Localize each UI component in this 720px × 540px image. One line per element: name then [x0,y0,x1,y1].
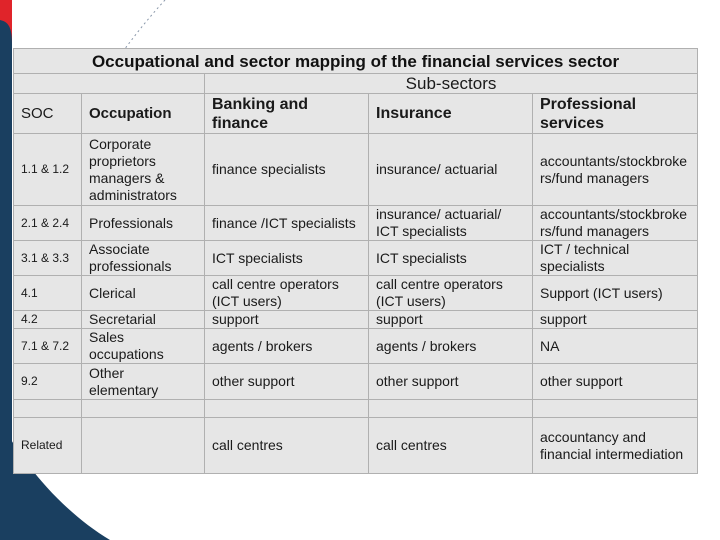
soc-cell: 2.1 & 2.4 [14,206,82,241]
banking-cell: support [205,311,369,329]
insurance-cell: insurance/ actuarial/ ICT specialists [369,206,533,241]
soc-cell: 7.1 & 7.2 [14,329,82,364]
insurance-cell: agents / brokers [369,329,533,364]
soc-cell: 4.1 [14,276,82,311]
table-row [14,311,698,329]
professional-cell: accountancy and financial intermediation [533,418,698,474]
banking-cell: finance specialists [205,134,369,206]
table-row [14,329,698,364]
occupation-cell: Associate professionals [82,241,205,276]
header-professional: Professional services [533,94,698,134]
occupation-cell: Other elementary [82,364,205,400]
soc-cell: Related [14,418,82,474]
banking-cell [205,400,369,418]
banking-cell: call centres [205,418,369,474]
occupation-cell: Corporate proprietors managers & administrators [82,134,205,206]
occupation-cell [82,400,205,418]
empty-cell [14,74,205,94]
table-row [14,364,698,400]
occupation-cell: Professionals [82,206,205,241]
header-soc: SOC [14,94,82,134]
header-banking: Banking and finance [205,94,369,134]
subsectors-row [14,74,698,94]
insurance-cell: call centres [369,418,533,474]
professional-cell: ICT / technical specialists [533,241,698,276]
banking-cell: other support [205,364,369,400]
occupation-cell: Secretarial [82,311,205,329]
table-row [14,276,698,311]
soc-cell: 9.2 [14,364,82,400]
banking-cell: finance /ICT specialists [205,206,369,241]
header-insurance: Insurance [369,94,533,134]
navy-corner-shape [0,20,12,470]
insurance-cell: insurance/ actuarial [369,134,533,206]
occupation-cell: Sales occupations [82,329,205,364]
table-row [14,134,698,206]
table-row [14,418,698,474]
banking-cell: agents / brokers [205,329,369,364]
professional-cell: support [533,311,698,329]
occupation-cell: Clerical [82,276,205,311]
banking-cell: ICT specialists [205,241,369,276]
insurance-cell [369,400,533,418]
insurance-cell: ICT specialists [369,241,533,276]
title-row [14,49,698,74]
soc-cell [14,400,82,418]
table-row [14,400,698,418]
mapping-table [13,48,698,474]
insurance-cell: call centre operators (ICT users) [369,276,533,311]
table-row [14,241,698,276]
professional-cell [533,400,698,418]
professional-cell: NA [533,329,698,364]
table-row [14,206,698,241]
header-occupation: Occupation [82,94,205,134]
banking-cell: call centre operators (ICT users) [205,276,369,311]
insurance-cell: other support [369,364,533,400]
occupation-cell [82,418,205,474]
professional-cell: Support (ICT users) [533,276,698,311]
professional-cell: accountants/stockbrokers/fund managers [533,134,698,206]
subsectors-label: Sub-sectors [205,74,698,94]
soc-cell: 1.1 & 1.2 [14,134,82,206]
professional-cell: other support [533,364,698,400]
header-row [14,94,698,134]
insurance-cell: support [369,311,533,329]
table-title: Occupational and sector mapping of the financial services sector [14,49,698,74]
professional-cell: accountants/stockbrokers/fund managers [533,206,698,241]
soc-cell: 3.1 & 3.3 [14,241,82,276]
soc-cell: 4.2 [14,311,82,329]
